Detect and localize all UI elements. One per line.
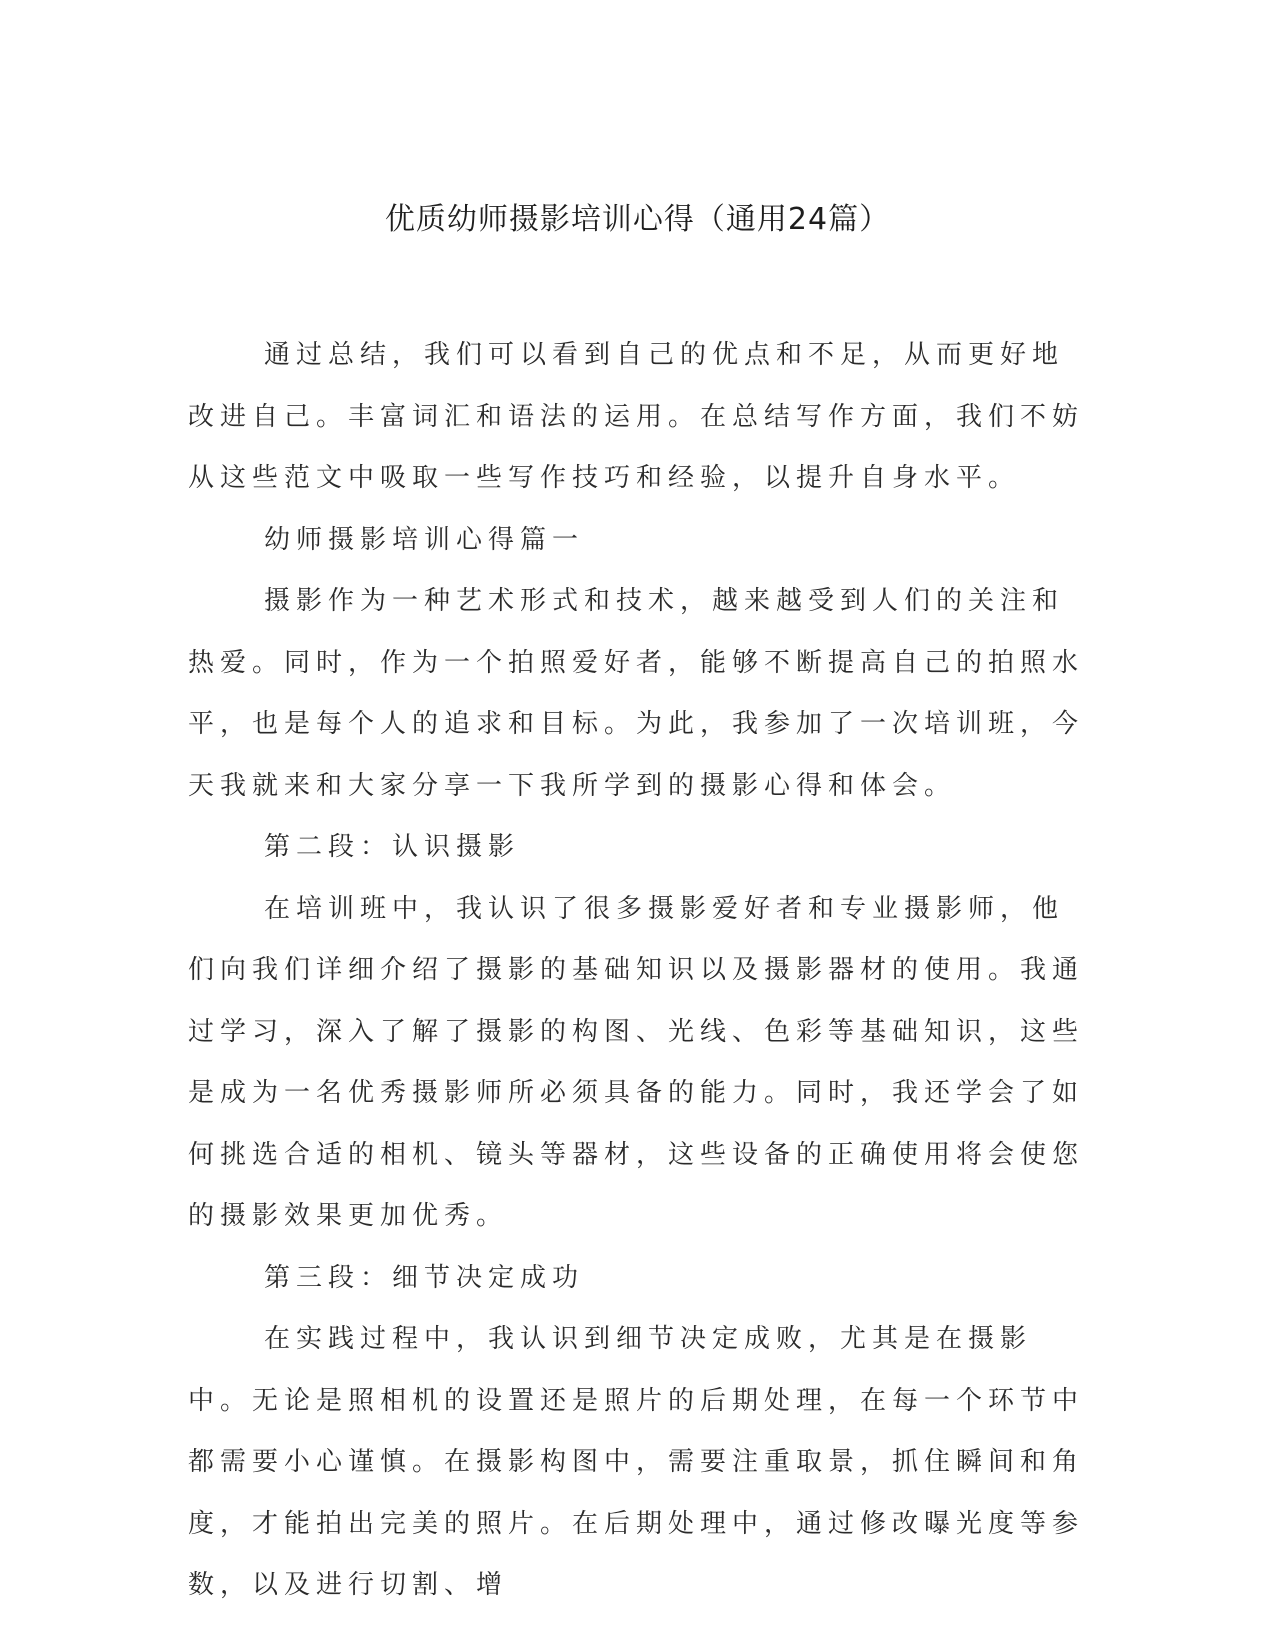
section-heading: 幼师摄影培训心得篇一 <box>264 524 585 555</box>
body-paragraph: 在实践过程中，我认识到细节决定成败，尤其是在摄影中。无论是照相机的设置还是照片的后期处理，在每一个环节中都需要小心谨慎。在摄影构图中，需要注重取景，抓住瞬间和角度，才能拍出完美的照片。在后期处理中，通过修改曝光度等参数，以及进行切割、增 <box>188 1324 1085 1600</box>
intro-paragraph: 通过总结，我们可以看到自己的优点和不足，从而更好地改进自己。丰富词汇和语法的运用。在总结写作方面，我们不妨从这些范文中吸取一些写作技巧和经验，以提升自身水平。 <box>188 340 1085 493</box>
body-paragraph: 摄影作为一种艺术形式和技术，越来越受到人们的关注和热爱。同时，作为一个拍照爱好者，能够不断提高自己的拍照水平，也是每个人的追求和目标。为此，我参加了一次培训班，今天我就来和大家分享一下我所学到的摄影心得和体会。 <box>188 586 1085 801</box>
document-title: 优质幼师摄影培训心得（通用24篇） <box>384 202 891 237</box>
section-heading: 第二段：认识摄影 <box>264 832 521 862</box>
section-heading: 第三段：细节决定成功 <box>264 1262 585 1293</box>
document-body <box>188 325 1088 1617</box>
body-paragraph: 在培训班中，我认识了很多摄影爱好者和专业摄影师，他们向我们详细介绍了摄影的基础知识以及摄影器材的使用。我通过学习，深入了解了摄影的构图、光线、色彩等基础知识，这些是成为一名优秀摄影师所必须具备的能力。同时，我还学会了如何挑选合适的相机、镜头等器材，这些设备的正确使用将会使您的摄影效果更加优秀。 <box>188 893 1085 1231</box>
